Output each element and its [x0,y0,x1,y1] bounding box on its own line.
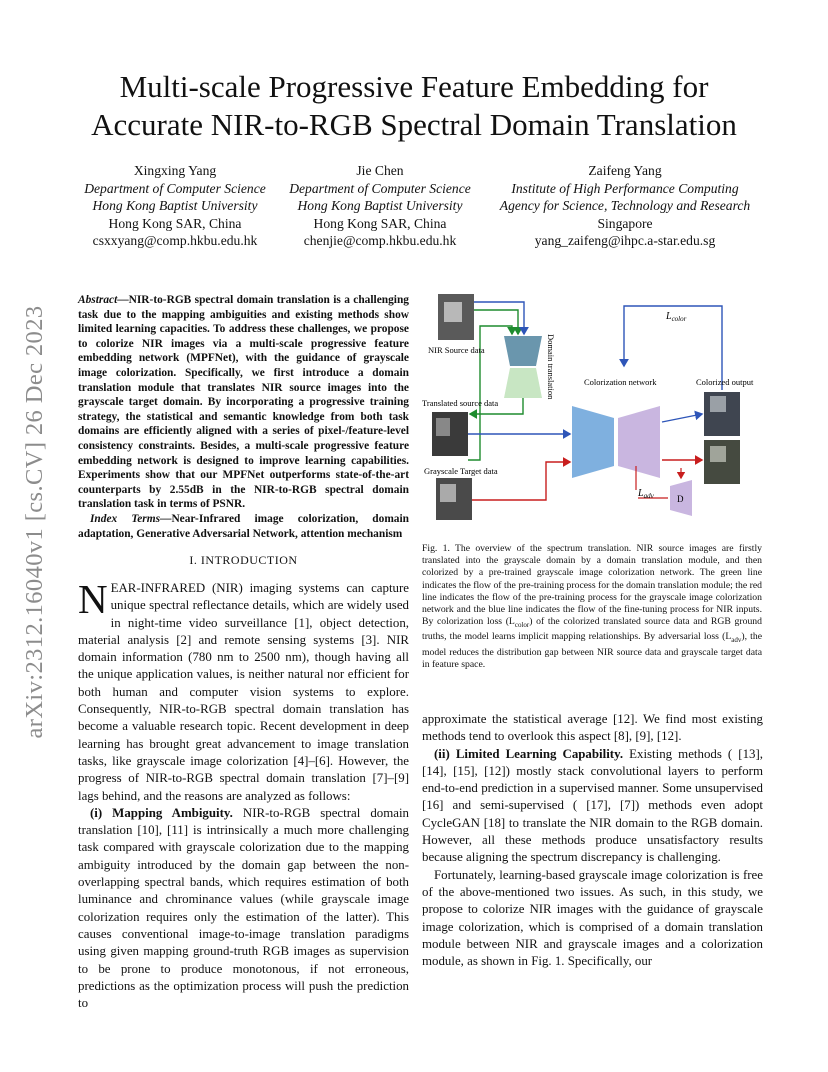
domain-translation-encoder [504,336,542,366]
author-block-3 [484,162,766,250]
domain-translation-decoder [504,368,542,398]
domain-translation-label: Domain translation [546,334,556,400]
grayscale-target-label: Grayscale Target data [424,466,498,476]
mapping-ambiguity-label: (i) Mapping Ambiguity. [90,805,233,820]
colorization-network-label: Colorization network [584,377,657,387]
author-affiliation: Institute of High Performance Computing [511,180,739,196]
author-location: Hong Kong SAR, China [108,215,242,231]
author-email[interactable]: chenjie@comp.hkbu.edu.hk [303,233,457,248]
limited-learning-label: (ii) Limited Learning Capability. [434,746,624,761]
colorized-output-label: Colorized output [696,377,754,387]
author-name: Zaifeng Yang [588,163,662,178]
drop-cap: N [78,576,108,622]
nir-source-label: NIR Source data [428,345,485,355]
index-terms-label: Index Terms [90,512,161,525]
figure-1-diagram [420,290,770,530]
author-email[interactable]: yang_zaifeng@ihpc.a-star.edu.sg [534,233,716,248]
author-email[interactable]: csxxyang@comp.hkbu.edu.hk [92,233,258,248]
figure-caption: Fig. 1. The overview of the spectrum translation. NIR source images are firstly translated into the grayscale domain by a domain translation module, and then colorized by a pre-trained grayscale image colorization network. The green line indicates the flow of the pre-training process for the domain translation module; the red line indicates the flow of the pre-training process for the grayscale image colorization network and the blue line indicates the flow of the fine-tuning process for NIR inputs. By colorization loss $(L_{color})$ of the colorized translated source data and RGB ground truths, the model learns implicit mapping relationships. By adversarial loss $(L_{adv})$, the model reduces the distribution gap between NIR source data and grayscale target data in feature space. [422,543,763,670]
translated-source-label: Translated source data [422,398,499,408]
author-block-1 [60,162,290,250]
left-column-body [78,576,410,1012]
author-name: Xingxing Yang [133,163,217,178]
abstract-text: —NIR-to-RGB spectral domain translation is a challenging task due to the mapping ambiguities and existing methods show limited learning capacities. To address these challenges, we propose to colorize NIR images via a multi-scale progressive feature embedding network (MPFNet), with the guidance of grayscale image colorization. Specifically, we first introduce a domain translation module that translates NIR source images into the grayscale target domain. By incorporating a progressive training strategy, the statistical and semantic knowledge from both task domains are efficiently aligned with a series of pixel-/feature-level consistency constraints. Besides, a multi-scale progressive feature embedding network is designed to improve learning capabilities. Experiments show that our MPFNet outperforms state-of-the-art counterparts by 2.55dB in the NIR-to-RGB spectral domain translation task in terms of PSNR. [78,294,409,511]
abstract [78,293,409,541]
intro-paragraph-2: NIR-to-RGB spectral domain translation [10], [11] is intrinsically a much more challenging task compared with grayscale colorization due to the mapping ambiguity introduced by the domain gap between the non-overlapping spectral bands, which requires estimation of both luminance and chrominance values (while grayscale image colorization requires only the estimation of the latter). This causes conventional image-to-image translation paradigms using given mapping ground-truth RGB images as supervision to be prone to produce monotonous, if not erroneous, predictions as the optimization process will push the prediction to [78,805,410,1011]
discriminator-label: D [677,494,684,504]
right-paragraph-2: Existing methods ( [13], [14], [15], [12]) mostly stack convolutional layers to perform end-to-end prediction in a supervised manner. Some unsupervised [16] and semi-supervised ( [17], [7]) methods even adopt CycleGAN [18] to translate the NIR domain to the RGB domain. However, all these methods produce unsatisfactory results because aligning the spectrum discrepancy is challenging. [422,746,763,865]
svg-text:Ladv: $L_{adv}$ [638,488,654,500]
blue-flow-line [474,302,524,334]
author-affiliation: Department of Computer Science [289,180,471,196]
title-line-2: Accurate NIR-to-RGB Spectral Domain Translation [91,107,737,142]
title-line-1: Multi-scale Progressive Feature Embedding for [119,69,709,104]
author-affiliation: Hong Kong Baptist University [297,198,463,213]
right-paragraph-1: approximate the statistical average [12]. We find most existing methods tend to overlook this aspect [8], [9], [12]. [422,712,763,744]
arxiv-identifier [20,282,50,762]
author-location: Hong Kong SAR, China [313,215,447,231]
author-block-2 [280,162,480,250]
author-affiliation: Hong Kong Baptist University [92,198,258,213]
l-color-label: L [666,311,672,322]
right-column-body [422,711,763,970]
section-heading: I. INTRODUCTION [189,553,298,567]
author-affiliation: Department of Computer Science [84,180,266,196]
right-paragraph-3: Fortunately, learning-based grayscale image colorization is free of the above-mentioned two issues. As such, in this study, we propose to colorize NIR images with the guidance of grayscale image colorization, which is comprised of a domain translation module between NIR and grayscale images and a colorization module, as shown in Fig. 1. Specifically, our [422,867,763,969]
colorization-decoder [618,406,660,478]
index-terms-text: —Near-Infrared image colorization, domain adaptation, Generative Adversarial Network, attention mechanism [78,512,409,540]
author-name: Jie Chen [356,163,404,178]
svg-text:Lcolor: $L_{color}$ [666,311,687,323]
author-location: Singapore [597,215,653,231]
l-adv-label: L [638,488,644,499]
intro-paragraph-1: EAR-INFRARED (NIR) imaging systems can capture unique spectral reflectance details, which are widely used in night-time video surveillance [1], object detection, material analysis [2] and remote sensing systems [3]. NIR domain information (780 nm to 2500 nm), though having all the unique application values, is neither natural nor efficient for both human and computer vision systems to explore. Consequently, NIR-to-RGB spectral domain translation has become a valuable research topic. Recent development in deep learning has brought great advancement to image translation tasks, like grayscale image colorization [4]–[6]. However, the progress of NIR-to-RGB spectral domain translation [7]–[9] lags behind, and the reasons are analyzed as follows: [78,581,409,803]
arxiv-id-text: arXiv:2312.16040v1 [cs.CV] 26 Dec 2023 [21,305,48,739]
paper-title [60,68,768,144]
abstract-label: Abstract [78,294,118,306]
colorization-encoder [572,406,614,478]
author-affiliation: Agency for Science, Technology and Research [499,198,751,213]
